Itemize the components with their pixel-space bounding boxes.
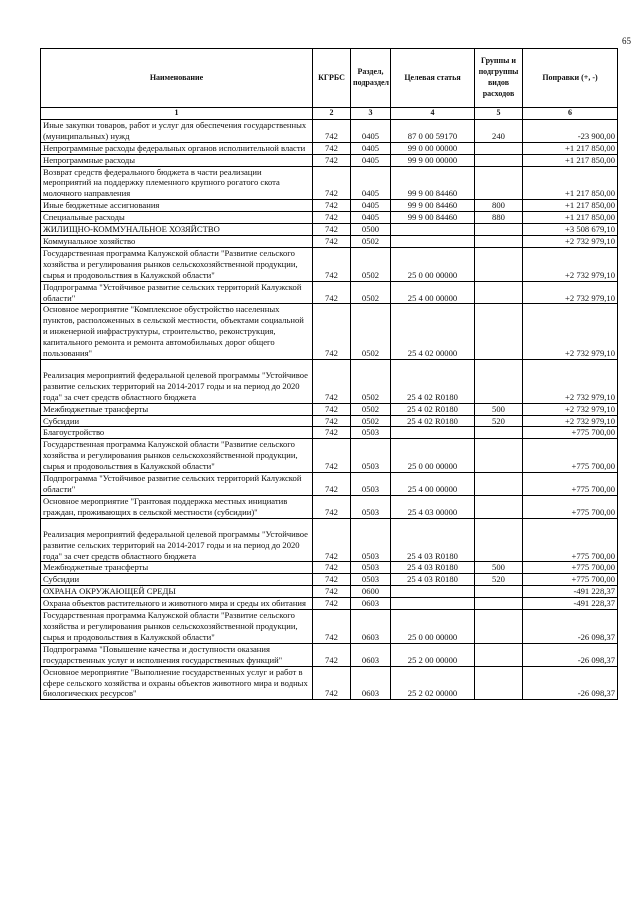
row-section: 0502: [351, 415, 391, 427]
column-number-row: [41, 108, 618, 120]
column-number: 1: [41, 108, 313, 120]
row-target: 25 4 03 00000: [391, 495, 475, 518]
row-group: 800: [475, 200, 523, 212]
row-kgrbs: 742: [313, 495, 351, 518]
page-number: 65: [622, 36, 631, 46]
row-name: Межбюджетные трансферты: [41, 562, 313, 574]
row-name: ОХРАНА ОКРУЖАЮЩЕЙ СРЕДЫ: [41, 586, 313, 598]
row-section: 0500: [351, 224, 391, 236]
row-section: 0405: [351, 154, 391, 166]
row-section: 0503: [351, 473, 391, 496]
row-section: 0502: [351, 235, 391, 247]
row-name: Возврат средств федерального бюджета в части реализации мероприятий на поддержку племенного крупного рогатого скота молочного направления: [41, 166, 313, 200]
row-kgrbs: 742: [313, 598, 351, 610]
table-row: [41, 212, 618, 224]
row-section: 0603: [351, 598, 391, 610]
table-row: [41, 574, 618, 586]
row-name: Иные закупки товаров, работ и услуг для обеспечения государственных (муниципальных) нужд: [41, 119, 313, 142]
row-section: 0503: [351, 427, 391, 439]
row-name: Основное мероприятие "Выполнение государственных услуг и работ в сфере сельского хозяйства и охраны объектов животного мира и водных биологических ресурсов": [41, 666, 313, 700]
row-target: 25 4 03 R0180: [391, 518, 475, 562]
row-section: 0405: [351, 119, 391, 142]
row-kgrbs: 742: [313, 403, 351, 415]
row-target: 25 0 00 00000: [391, 439, 475, 473]
row-name: ЖИЛИЩНО-КОММУНАЛЬНОЕ ХОЗЯЙСТВО: [41, 224, 313, 236]
row-section: 0503: [351, 495, 391, 518]
row-target: 25 4 03 R0180: [391, 562, 475, 574]
row-amount: +2 732 979,10: [523, 235, 618, 247]
row-target: 25 4 02 R0180: [391, 403, 475, 415]
row-group: [475, 166, 523, 200]
row-group: [475, 439, 523, 473]
budget-table: [40, 48, 618, 700]
row-amount: +2 732 979,10: [523, 415, 618, 427]
row-target: 25 4 02 R0180: [391, 359, 475, 403]
row-amount: +2 732 979,10: [523, 247, 618, 281]
row-kgrbs: 742: [313, 212, 351, 224]
row-section: 0503: [351, 439, 391, 473]
row-target: 99 9 00 84460: [391, 212, 475, 224]
table-row: [41, 281, 618, 304]
row-target: [391, 427, 475, 439]
row-section: 0405: [351, 212, 391, 224]
table-row: [41, 304, 618, 360]
row-kgrbs: 742: [313, 518, 351, 562]
column-number: 6: [523, 108, 618, 120]
row-target: 99 9 00 84460: [391, 200, 475, 212]
column-number: 4: [391, 108, 475, 120]
table-row: [41, 586, 618, 598]
row-kgrbs: 742: [313, 247, 351, 281]
header-group: Группы и подгруппы видов расходов: [475, 49, 523, 108]
row-kgrbs: 742: [313, 574, 351, 586]
row-amount: -26 098,37: [523, 666, 618, 700]
row-name: Основное мероприятие "Грантовая поддержка местных инициатив граждан, проживающих в сельской местности (субсидии)": [41, 495, 313, 518]
row-section: 0502: [351, 359, 391, 403]
row-target: 25 4 03 R0180: [391, 574, 475, 586]
row-name: Реализация мероприятий федеральной целевой программы "Устойчивое развитие сельских территорий на 2014-2017 годы и на период до 2020 года" за счет средств областного бюджета: [41, 518, 313, 562]
row-target: 87 0 00 59170: [391, 119, 475, 142]
row-name: Подпрограмма "Повышение качества и доступности оказания государственных услуг и исполнения государственных функций": [41, 643, 313, 666]
row-amount: +1 217 850,00: [523, 154, 618, 166]
header-section: Раздел, подраздел: [351, 49, 391, 108]
row-section: 0503: [351, 518, 391, 562]
table-row: [41, 415, 618, 427]
row-section: 0405: [351, 166, 391, 200]
row-amount: +3 508 679,10: [523, 224, 618, 236]
row-target: [391, 586, 475, 598]
row-group: [475, 281, 523, 304]
row-group: [475, 247, 523, 281]
row-name: Государственная программа Калужской области "Развитие сельского хозяйства и регулирования рынков сельскохозяйственной продукции, сырья и продовольствия в Калужской области": [41, 610, 313, 644]
table-row: [41, 154, 618, 166]
row-section: 0503: [351, 574, 391, 586]
table-row: [41, 562, 618, 574]
row-amount: -23 900,00: [523, 119, 618, 142]
row-target: 25 4 00 00000: [391, 473, 475, 496]
row-group: 880: [475, 212, 523, 224]
row-name: Основное мероприятие "Комплексное обустройство населенных пунктов, расположенных в сельской местности, объектами социальной и инженерной инфраструктуры, строительство, реконструкция, капитального ремонта и ремонта автомобильных дорог общего пользования": [41, 304, 313, 360]
row-name: Непрограммные расходы: [41, 154, 313, 166]
row-name: Реализация мероприятий федеральной целевой программы "Устойчивое развитие сельских территорий на 2014-2017 годы и на период до 2020 года" за счет средств областного бюджета: [41, 359, 313, 403]
row-amount: -26 098,37: [523, 610, 618, 644]
row-amount: +775 700,00: [523, 574, 618, 586]
row-section: 0405: [351, 200, 391, 212]
table-row: [41, 235, 618, 247]
table-row: [41, 166, 618, 200]
table-row: [41, 439, 618, 473]
row-group: [475, 359, 523, 403]
row-name: Межбюджетные трансферты: [41, 403, 313, 415]
row-kgrbs: 742: [313, 154, 351, 166]
row-amount: +2 732 979,10: [523, 281, 618, 304]
row-amount: +2 732 979,10: [523, 403, 618, 415]
header-amount: Поправки (+, -): [523, 49, 618, 108]
row-group: [475, 495, 523, 518]
column-number: 2: [313, 108, 351, 120]
row-group: [475, 610, 523, 644]
row-name: Непрограммные расходы федеральных органов исполнительной власти: [41, 142, 313, 154]
table-row: [41, 247, 618, 281]
row-section: 0502: [351, 281, 391, 304]
row-section: 0502: [351, 247, 391, 281]
row-section: 0405: [351, 142, 391, 154]
row-group: 500: [475, 562, 523, 574]
row-kgrbs: 742: [313, 415, 351, 427]
row-target: 25 4 02 R0180: [391, 415, 475, 427]
table-row: [41, 142, 618, 154]
row-kgrbs: 742: [313, 142, 351, 154]
row-target: 99 9 00 00000: [391, 154, 475, 166]
row-kgrbs: 742: [313, 166, 351, 200]
row-target: [391, 224, 475, 236]
row-name: Субсидии: [41, 574, 313, 586]
header-row: [41, 49, 618, 108]
row-amount: +775 700,00: [523, 495, 618, 518]
row-group: [475, 235, 523, 247]
row-name: Благоустройство: [41, 427, 313, 439]
row-kgrbs: 742: [313, 200, 351, 212]
row-group: [475, 224, 523, 236]
table-row: [41, 224, 618, 236]
row-name: Специальные расходы: [41, 212, 313, 224]
row-group: 520: [475, 574, 523, 586]
row-target: 99 9 00 84460: [391, 166, 475, 200]
row-name: Подпрограмма "Устойчивое развитие сельских территорий Калужской области": [41, 281, 313, 304]
row-target: 25 2 02 00000: [391, 666, 475, 700]
row-group: [475, 643, 523, 666]
row-kgrbs: 742: [313, 235, 351, 247]
row-kgrbs: 742: [313, 304, 351, 360]
row-amount: +1 217 850,00: [523, 212, 618, 224]
row-group: [475, 142, 523, 154]
row-section: 0502: [351, 304, 391, 360]
row-section: 0502: [351, 403, 391, 415]
row-kgrbs: 742: [313, 610, 351, 644]
header-name: Наименование: [41, 49, 313, 108]
table-row: [41, 643, 618, 666]
table-row: [41, 518, 618, 562]
row-amount: -491 228,37: [523, 598, 618, 610]
row-kgrbs: 742: [313, 439, 351, 473]
column-number: 5: [475, 108, 523, 120]
table-row: [41, 403, 618, 415]
row-amount: +1 217 850,00: [523, 166, 618, 200]
row-kgrbs: 742: [313, 281, 351, 304]
row-amount: +775 700,00: [523, 518, 618, 562]
row-kgrbs: 742: [313, 643, 351, 666]
row-target: 25 4 02 00000: [391, 304, 475, 360]
row-name: Государственная программа Калужской области "Развитие сельского хозяйства и регулирования рынков сельскохозяйственной продукции, сырья и продовольствия в Калужской области": [41, 247, 313, 281]
table-row: [41, 359, 618, 403]
row-kgrbs: 742: [313, 586, 351, 598]
row-amount: +2 732 979,10: [523, 359, 618, 403]
row-group: 500: [475, 403, 523, 415]
header-kgrbs: КГРБС: [313, 49, 351, 108]
row-kgrbs: 742: [313, 562, 351, 574]
row-target: 99 0 00 00000: [391, 142, 475, 154]
row-target: 25 0 00 00000: [391, 610, 475, 644]
row-name: Иные бюджетные ассигнования: [41, 200, 313, 212]
row-kgrbs: 742: [313, 359, 351, 403]
table-row: [41, 610, 618, 644]
row-name: Государственная программа Калужской области "Развитие сельского хозяйства и регулирования рынков сельскохозяйственной продукции, сырья и продовольствия в Калужской области": [41, 439, 313, 473]
row-target: [391, 235, 475, 247]
row-name: Коммунальное хозяйство: [41, 235, 313, 247]
header-target: Целевая статья: [391, 49, 475, 108]
row-target: 25 0 00 00000: [391, 247, 475, 281]
row-kgrbs: 742: [313, 666, 351, 700]
row-target: 25 2 00 00000: [391, 643, 475, 666]
row-amount: +775 700,00: [523, 562, 618, 574]
row-group: 240: [475, 119, 523, 142]
row-amount: +775 700,00: [523, 427, 618, 439]
row-amount: +1 217 850,00: [523, 142, 618, 154]
row-group: [475, 598, 523, 610]
row-target: [391, 598, 475, 610]
row-group: [475, 666, 523, 700]
row-name: Охрана объектов растительного и животного мира и среды их обитания: [41, 598, 313, 610]
row-kgrbs: 742: [313, 119, 351, 142]
row-target: 25 4 00 00000: [391, 281, 475, 304]
row-group: [475, 473, 523, 496]
row-name: Подпрограмма "Устойчивое развитие сельских территорий Калужской области": [41, 473, 313, 496]
row-group: [475, 304, 523, 360]
row-amount: +2 732 979,10: [523, 304, 618, 360]
row-amount: +1 217 850,00: [523, 200, 618, 212]
column-number: 3: [351, 108, 391, 120]
row-section: 0603: [351, 666, 391, 700]
row-amount: -491 228,37: [523, 586, 618, 598]
table-row: [41, 200, 618, 212]
row-section: 0600: [351, 586, 391, 598]
table-row: [41, 427, 618, 439]
row-section: 0603: [351, 643, 391, 666]
row-kgrbs: 742: [313, 427, 351, 439]
table-row: [41, 495, 618, 518]
row-name: Субсидии: [41, 415, 313, 427]
row-group: [475, 427, 523, 439]
table-row: [41, 119, 618, 142]
table-row: [41, 473, 618, 496]
table-row: [41, 598, 618, 610]
row-kgrbs: 742: [313, 473, 351, 496]
row-amount: -26 098,37: [523, 643, 618, 666]
row-amount: +775 700,00: [523, 439, 618, 473]
table-row: [41, 666, 618, 700]
row-amount: +775 700,00: [523, 473, 618, 496]
row-group: [475, 586, 523, 598]
row-kgrbs: 742: [313, 224, 351, 236]
row-section: 0503: [351, 562, 391, 574]
row-group: [475, 154, 523, 166]
row-section: 0603: [351, 610, 391, 644]
row-group: 520: [475, 415, 523, 427]
row-group: [475, 518, 523, 562]
